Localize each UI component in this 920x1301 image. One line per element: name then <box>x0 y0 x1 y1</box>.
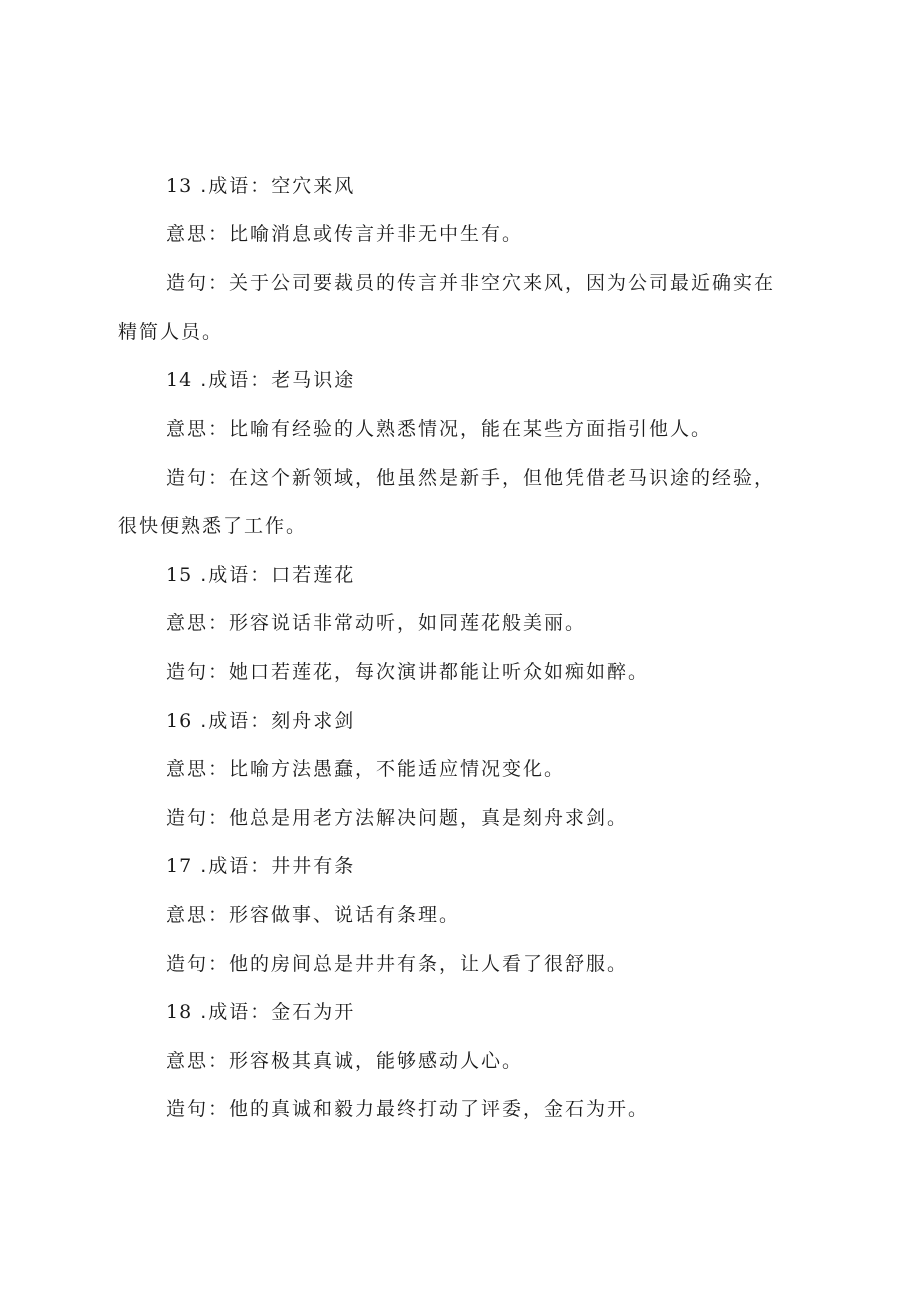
idiom-meaning: 意思：形容极其真诚，能够感动人心。 <box>166 1050 524 1072</box>
idiom-heading <box>166 709 355 733</box>
idiom-number: 16 <box>166 710 193 732</box>
idiom-number: 17 <box>166 855 193 877</box>
idiom-heading <box>166 368 355 392</box>
idiom-meaning: 意思：形容做事、说话有条理。 <box>166 904 461 926</box>
idiom-heading <box>166 1000 355 1024</box>
idiom-meaning: 意思：形容说话非常动听，如同莲花般美丽。 <box>166 612 587 634</box>
idiom-meaning: 意思：比喻有经验的人熟悉情况，能在某些方面指引他人。 <box>166 418 713 440</box>
idiom-title: .成语：空穴来风 <box>192 175 356 197</box>
idiom-title: .成语：井井有条 <box>192 855 356 877</box>
idiom-meaning: 意思：比喻方法愚蠢，不能适应情况变化。 <box>166 758 566 780</box>
idiom-example: 造句：他的房间总是井井有条，让人看了很舒服。 <box>166 953 629 975</box>
idiom-meaning: 意思：比喻消息或传言并非无中生有。 <box>166 223 524 245</box>
idiom-example: 造句：在这个新领域，他虽然是新手，但他凭借老马识途的经验， <box>166 467 776 489</box>
idiom-title: .成语：老马识途 <box>192 369 356 391</box>
idiom-heading <box>166 174 355 198</box>
idiom-number: 13 <box>166 175 193 197</box>
idiom-heading <box>166 854 355 878</box>
idiom-number: 15 <box>166 564 193 586</box>
idiom-title: .成语：金石为开 <box>192 1001 356 1023</box>
idiom-example: 造句：他总是用老方法解决问题，真是刻舟求剑。 <box>166 807 629 829</box>
idiom-heading <box>166 563 355 587</box>
idiom-example: 造句：他的真诚和毅力最终打动了评委，金石为开。 <box>166 1098 650 1120</box>
idiom-example: 造句：她口若莲花，每次演讲都能让听众如痴如醉。 <box>166 661 650 683</box>
idiom-title: .成语：刻舟求剑 <box>192 710 356 732</box>
idiom-example-continuation: 很快便熟悉了工作。 <box>118 515 308 537</box>
idiom-number: 14 <box>166 369 193 391</box>
idiom-title: .成语：口若莲花 <box>192 564 356 586</box>
idiom-example: 造句：关于公司要裁员的传言并非空穴来风，因为公司最近确实在 <box>166 272 776 294</box>
idiom-example-continuation: 精简人员。 <box>118 321 224 343</box>
idiom-number: 18 <box>166 1001 193 1023</box>
